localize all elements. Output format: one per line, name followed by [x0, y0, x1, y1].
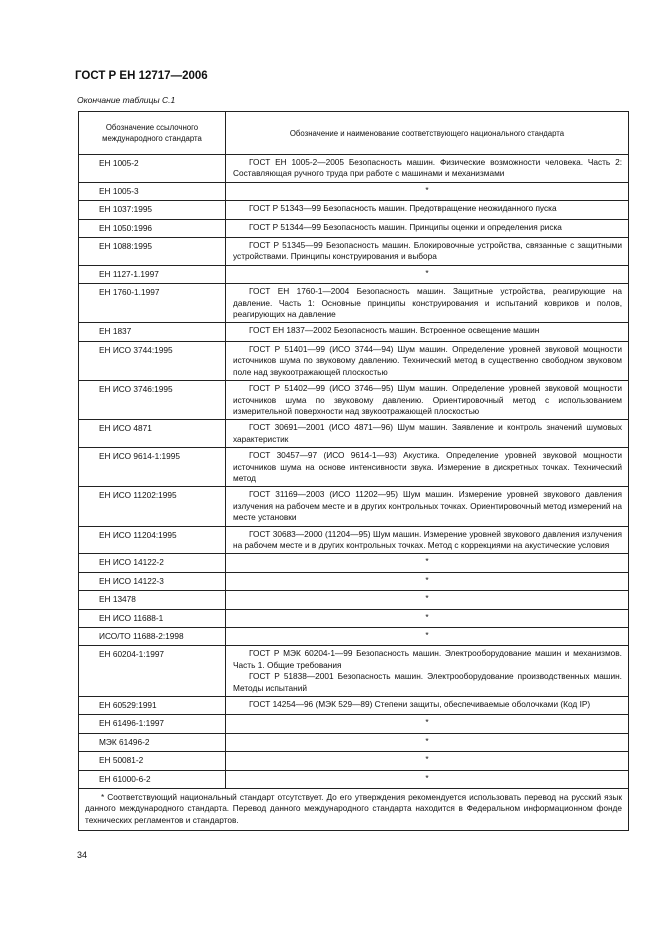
national-standard-cell: *	[226, 609, 629, 627]
document-title: ГОСТ Р ЕН 12717—2006	[75, 70, 208, 82]
national-standard-cell: *	[226, 770, 629, 788]
table-row	[79, 323, 629, 341]
national-standard-text: ГОСТ Р 51401—99 (ИСО 3744—94) Шум машин. Определение уровней звуковой мощности источников шума по звуковому давлению. Технический метод в существенно свободном звуковом поле над звукоотражающей плоскостью	[233, 343, 622, 377]
reference-standard-cell: ЕН 61000-6-2	[79, 770, 226, 788]
national-standard-cell: *	[226, 752, 629, 770]
reference-standard-cell: ЕН 13478	[79, 591, 226, 609]
col-header-national-standard: Обозначение и наименование соответствующего национального стандарта	[226, 112, 629, 155]
national-standard-cell: *	[226, 628, 629, 646]
national-standard-cell	[226, 420, 629, 448]
national-standard-cell	[226, 201, 629, 219]
table-row	[79, 487, 629, 526]
reference-standard-cell: ЕН 1050:1996	[79, 219, 226, 237]
table-row	[79, 182, 629, 200]
national-standard-text: ГОСТ ЕН 1005-2—2005 Безопасность машин. Физические возможности человека. Часть 2: Составляющая ручного труда при работе с машинами и механизмами	[233, 157, 622, 179]
national-standard-text: ГОСТ 30457—97 (ИСО 9614-1—93) Акустика. Определение уровней звуковой мощности источников шума на основе интенсивности звука. Измерение в дискретных точках. Технический метод	[233, 450, 622, 483]
reference-standard-cell: ЕН ИСО 11204:1995	[79, 526, 226, 554]
national-standard-cell	[226, 323, 629, 341]
reference-standard-cell: ЕН 1005-2	[79, 155, 226, 183]
national-standard-text: ГОСТ Р 51838—2001 Безопасность машин. Электрооборудование производственных машин. Методы испытаний	[233, 671, 622, 693]
table-caption: Окончание таблицы С.1	[77, 95, 176, 105]
table-row	[79, 420, 629, 448]
table-header-row	[79, 112, 629, 155]
reference-standard-cell: ЕН 61496-1:1997	[79, 715, 226, 733]
footnote-cell	[79, 789, 629, 831]
reference-standard-cell: ЕН ИСО 9614-1:1995	[79, 448, 226, 487]
reference-standard-cell: ЕН 1127-1.1997	[79, 265, 226, 283]
reference-standard-cell: ЕН 1837	[79, 323, 226, 341]
table-row	[79, 155, 629, 183]
national-standard-cell	[226, 697, 629, 715]
table-row	[79, 554, 629, 572]
national-standard-cell: *	[226, 591, 629, 609]
reference-standard-cell: ИСО/ТО 11688-2:1998	[79, 628, 226, 646]
national-standard-cell: *	[226, 715, 629, 733]
reference-standard-cell: ЕН 1005-3	[79, 182, 226, 200]
table-row	[79, 201, 629, 219]
reference-standard-cell: ЕН ИСО 3744:1995	[79, 341, 226, 380]
table-row	[79, 265, 629, 283]
table-row	[79, 715, 629, 733]
national-standard-cell	[226, 487, 629, 526]
national-standard-cell: *	[226, 572, 629, 590]
national-standard-cell	[226, 155, 629, 183]
table-row	[79, 381, 629, 420]
national-standard-text: ГОСТ Р 51343—99 Безопасность машин. Предотвращение неожиданного пуска	[249, 203, 557, 214]
table-row	[79, 572, 629, 590]
table-row	[79, 526, 629, 554]
reference-standard-cell: МЭК 61496-2	[79, 733, 226, 751]
national-standard-cell	[226, 238, 629, 266]
national-standard-cell	[226, 284, 629, 323]
national-standard-cell: *	[226, 554, 629, 572]
national-standard-text: ГОСТ ЕН 1760-1—2004 Безопасность машин. Защитные устройства, реагирующие на давление. Часть 1: Основные принципы конструирования и испытаний ковриков и полов, реагирующих на давление	[233, 286, 622, 320]
reference-standard-cell: ЕН 60204-1:1997	[79, 646, 226, 697]
page-number: 34	[77, 850, 88, 860]
national-standard-text: ГОСТ 30691—2001 (ИСО 4871—96) Шум машин. Заявление и контроль значений шумовых характеристик	[233, 422, 622, 444]
national-standard-text: ГОСТ 30683—2000 (11204—95) Шум машин. Измерение уровней звукового давления излучения на рабочем месте и в других контрольных точках. Метод с коррекциями на акустические условия	[233, 528, 622, 550]
national-standard-cell: *	[226, 265, 629, 283]
table-row	[79, 752, 629, 770]
table-row	[79, 591, 629, 609]
footnote-row	[79, 789, 629, 831]
footnote-text: * Соответствующий национальный стандарт отсутствует. До его утверждения рекомендуется использовать перевод на русский язык данного международного стандарта. Перевод данного международного стандарта находится в Федеральном информационном фонде технических регламентов и стандартов.	[85, 792, 622, 825]
table-row	[79, 733, 629, 751]
reference-standard-cell: ЕН ИСО 11202:1995	[79, 487, 226, 526]
table-row	[79, 238, 629, 266]
national-standard-text: ГОСТ ЕН 1837—2002 Безопасность машин. Встроенное освещение машин	[249, 325, 540, 336]
reference-standard-cell: ЕН ИСО 4871	[79, 420, 226, 448]
table-row	[79, 341, 629, 380]
table-row	[79, 628, 629, 646]
reference-standard-cell: ЕН ИСО 11688-1	[79, 609, 226, 627]
table-row	[79, 697, 629, 715]
national-standard-cell: *	[226, 733, 629, 751]
national-standard-cell	[226, 219, 629, 237]
reference-standard-cell: ЕН ИСО 14122-3	[79, 572, 226, 590]
national-standard-text: ГОСТ 31169—2003 (ИСО 11202—95) Шум машин. Измерение уровней звукового давления излучения на рабочем месте и в других контрольных точках. Ориентировочный метод измерений на месте установки	[233, 489, 622, 523]
reference-standard-cell: ЕН 1088:1995	[79, 238, 226, 266]
national-standard-text: ГОСТ Р МЭК 60204-1—99 Безопасность машин. Электрооборудование машин и механизмов. Часть 1. Общие требования	[233, 648, 622, 670]
national-standard-cell	[226, 448, 629, 487]
reference-standard-cell: ЕН 50081-2	[79, 752, 226, 770]
national-standard-text: ГОСТ Р 51402—99 (ИСО 3746—95) Шум машин. Определение уровней звуковой мощности источников шума по звуковому давлению. Ориентировочный метод с использованием измерительной поверхности над звукоотражающей плоскостью	[233, 383, 622, 416]
reference-standard-cell: ЕН 1760-1.1997	[79, 284, 226, 323]
national-standard-cell: *	[226, 182, 629, 200]
national-standard-cell	[226, 381, 629, 420]
table-row	[79, 770, 629, 788]
reference-standard-cell: ЕН 60529:1991	[79, 697, 226, 715]
table-row	[79, 219, 629, 237]
table-row	[79, 609, 629, 627]
table-row	[79, 646, 629, 697]
reference-standard-cell: ЕН 1037:1995	[79, 201, 226, 219]
national-standard-cell	[226, 341, 629, 380]
standards-table	[78, 111, 629, 831]
national-standard-cell	[226, 646, 629, 697]
reference-standard-cell: ЕН ИСО 14122-2	[79, 554, 226, 572]
table-row	[79, 448, 629, 487]
national-standard-text: ГОСТ Р 51344—99 Безопасность машин. Принципы оценки и определения риска	[249, 221, 562, 232]
national-standard-text: ГОСТ Р 51345—99 Безопасность машин. Блокировочные устройства, связанные с защитными устройствами. Принципы конструирования и выбора	[233, 240, 622, 262]
national-standard-cell	[226, 526, 629, 554]
table-row	[79, 284, 629, 323]
reference-standard-cell: ЕН ИСО 3746:1995	[79, 381, 226, 420]
national-standard-text: ГОСТ 14254—96 (МЭК 529—89) Степени защиты, обеспечиваемые оболочками (Код IP)	[249, 699, 591, 710]
col-header-reference-standard: Обозначение ссылочного международного стандарта	[79, 112, 226, 155]
